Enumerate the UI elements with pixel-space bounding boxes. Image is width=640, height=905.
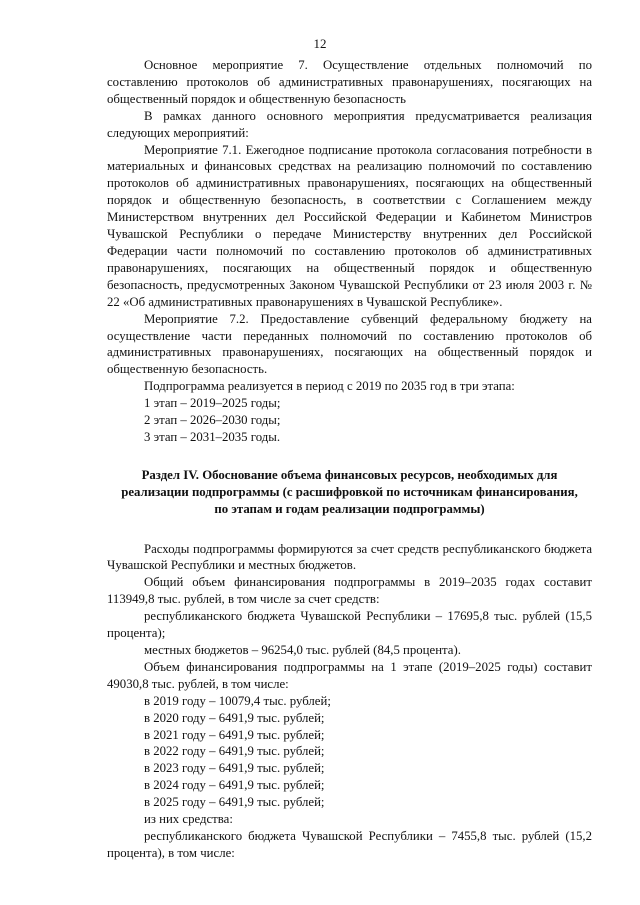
- year-item: в 2020 году – 6491,9 тыс. рублей;: [144, 710, 325, 725]
- year-item: в 2024 году – 6491,9 тыс. рублей;: [144, 778, 325, 793]
- year-item: в 2021 году – 6491,9 тыс. рублей;: [144, 727, 325, 742]
- paragraph: из них средства:: [144, 812, 233, 827]
- paragraph: Основное мероприятие 7. Осуществление отдельных полномочий по составлению протоколов об административных правонарушениях, посягающих на общественный порядок и общественную безопасность: [107, 58, 592, 106]
- year-item: в 2022 году – 6491,9 тыс. рублей;: [144, 744, 325, 759]
- year-item: в 2023 году – 6491,9 тыс. рублей;: [144, 761, 325, 776]
- stage-item: 2 этап – 2026–2030 годы;: [144, 413, 281, 428]
- paragraph: Объем финансирования подпрограммы на 1 этапе (2019–2025 годы) составит 49030,8 тыс. рублей, в том числе:: [107, 659, 592, 691]
- paragraph: республиканского бюджета Чувашской Республики – 7455,8 тыс. рублей (15,2 процента), в том числе:: [107, 828, 592, 860]
- paragraph: Расходы подпрограммы формируются за счет средств республиканского бюджета Чувашской Республики и местных бюджетов.: [107, 541, 592, 573]
- paragraph: Мероприятие 7.1. Ежегодное подписание протокола согласования потребности в материальных и финансовых средствах на реализацию полномочий по составлению протоколов об административных правонарушениях, посягающих на общественный порядок и общественную безопасность, в соответствии с Соглашением между Министерством внутренних дел Российской Федерации и Кабинетом Министров Чувашской Республики о передаче Министерству внутренних дел Российской Федерации части полномочий по составлению протоколов об административных правонарушениях, посягающих на общественный порядок и общественную безопасность, предусмотренных Законом Чувашской Республики от 23 июля 2003 г. № 22 «Об административных правонарушениях в Чувашской Республике».: [107, 142, 592, 309]
- paragraph: местных бюджетов – 96254,0 тыс. рублей (84,5 процента).: [144, 643, 461, 657]
- year-item: в 2025 году – 6491,9 тыс. рублей;: [144, 795, 325, 810]
- paragraph: В рамках данного основного мероприятия предусматривается реализация следующих мероприятий:: [107, 108, 592, 140]
- paragraph: Общий объем финансирования подпрограммы в 2019–2035 годах составит 113949,8 тыс. рублей, в том числе за счет средств:: [107, 575, 592, 607]
- stage-item: 1 этап – 2019–2025 годы;: [144, 396, 281, 411]
- document-body: [107, 57, 592, 862]
- page-number: 12: [313, 36, 327, 51]
- section-heading: Раздел IV. Обоснование объема финансовых ресурсов, необходимых для реализации подпрограммы (с расшифровкой по источникам финансирования, по этапам и годам реализации подпрограммы): [121, 467, 578, 516]
- paragraph: Подпрограмма реализуется в период с 2019 по 2035 год в три этапа:: [144, 379, 515, 394]
- paragraph: республиканского бюджета Чувашской Республики – 17695,8 тыс. рублей (15,5 процента);: [107, 609, 592, 641]
- paragraph: Мероприятие 7.2. Предоставление субвенций федеральному бюджету на осуществление части переданных полномочий по составлению протоколов об административных правонарушениях, посягающих на общественный порядок и общественную безопасность.: [107, 311, 592, 377]
- year-item: в 2019 году – 10079,4 тыс. рублей;: [144, 693, 331, 708]
- stage-item: 3 этап – 2031–2035 годы.: [144, 429, 281, 444]
